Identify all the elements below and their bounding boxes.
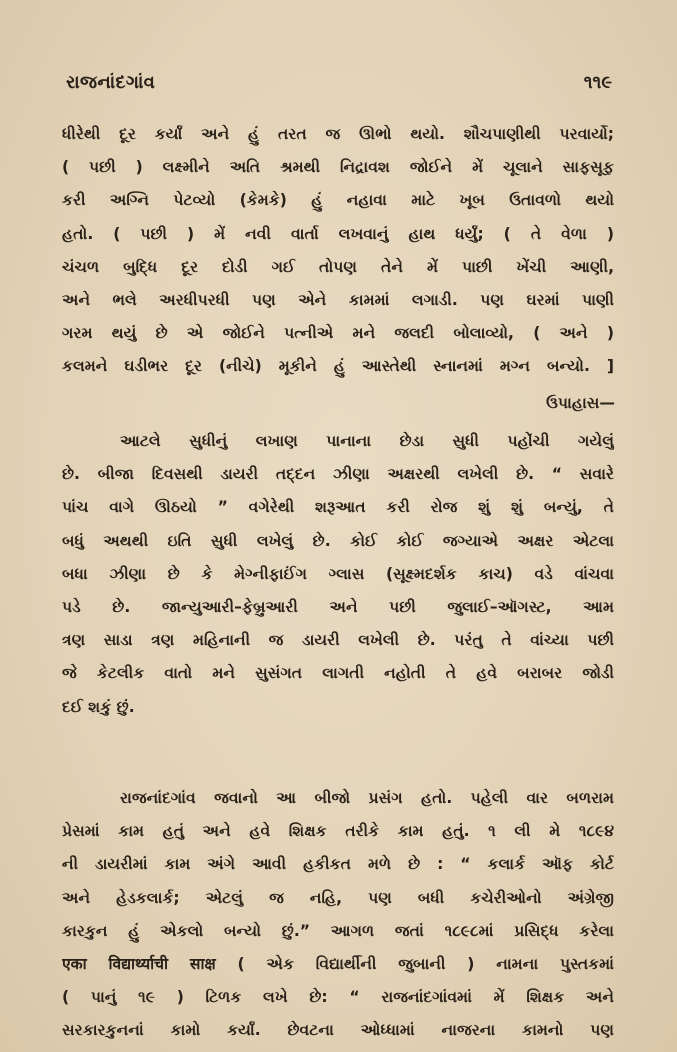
paragraph-line: દઈ શકું છું. bbox=[62, 697, 135, 716]
paragraph-line: બધું અથથી ઇતિ સુધી લખેલું છે. કોઈ કોઈ જગ્યાએ અક્ષર એટલા bbox=[62, 531, 614, 550]
paragraph-line: ચંચળ બુદ્ધિ દૂર દોડી ગઈ તોપણ તેને મેં પાછી ખેંચી આણી, bbox=[62, 257, 614, 276]
paragraph-line: જે કેટલીક વાતો મને સુસંગત લાગતી નહોતી તે હવે બરાબર જોડી bbox=[62, 664, 614, 683]
paragraph-line: અને હેડકલાર્ક; એટલું જ નહિ, પણ બધી કચેરીઓનો અંગ્રેજી bbox=[62, 888, 614, 907]
paragraph-line: પડે છે. જાન્યુઆરી–ફેબ્રુઆરી અને પછી જુલાઈ–ઑગસ્ટ, આમ bbox=[62, 597, 614, 616]
paragraph-line: ( પાનું ૧૯ ) ટિળક લખે છે: “ રાજનાંદગાંવમાં મેં શિક્ષક અને bbox=[62, 988, 614, 1007]
paragraph-line: આટલે સુધીનું લખાણ પાનાના છેડા સુધી પહોંચી ગયેલું bbox=[120, 432, 614, 450]
page-number: ૧૧૯ bbox=[583, 72, 612, 93]
paragraph-line: કારકુન હું એકલો બન્યો છું.” આગળ જતાં ૧૮૯૮માં પ્રસિદ્ધ કરેલા bbox=[62, 921, 614, 940]
paragraph-1 bbox=[62, 118, 614, 384]
signature: ઉપાહાસ— bbox=[546, 394, 615, 412]
paragraph-line: ત્રણ સાડા ત્રણ મહિનાની જ ડાયરી લખેલી છે. પરંતુ તે વાંચ્યા પછી bbox=[62, 631, 614, 650]
paragraph-line: ની ડાયરીમાં કામ અંગે આવી હકીકત મળે છે : “ કલાર્ક ઑફ કોર્ટ bbox=[62, 855, 614, 874]
paragraph-line: કરી અગ્નિ પેટવ્યો (કેમકે) હું નહાવા માટે ખૂબ ઉતાવળો થયો bbox=[62, 191, 614, 210]
running-head bbox=[66, 72, 612, 106]
paragraph-line: અને ભલે અરધીપરધી પણ એને કામમાં લગાડી. પણ ઘરમાં પાણી bbox=[62, 290, 614, 309]
paragraph-line: ગરમ થયું છે એ જોઈને પત્નીએ મને જલદી બોલાવ્યો, ( અને ) bbox=[62, 324, 614, 343]
paragraph-line: પ્રેસમાં કામ હતું અને હવે શિક્ષક તરીકે કામ હતું. ૧ લી મે ૧૮૯૪ bbox=[62, 822, 614, 841]
paragraph-line: રાજનાંદગાંવ જવાનો આ બીજો પ્રસંગ હતો. પહેલી વાર બળરામ bbox=[120, 789, 614, 807]
paragraph-line: ( પછી ) લક્ષ્મીને અતિ શ્રમથી નિદ્રાવશ જોઈને મેં ચૂલાને સાફસૂફ bbox=[62, 158, 614, 177]
paragraph-line: કલમને ઘડીભર દૂર (નીચે) મૂકીને હું આસ્તેથી સ્નાનમાં મગ્ન બન્યો. ] bbox=[62, 357, 614, 376]
paragraph-line: સરકારકુનનાં કામો કર્યાં. છેવટના ઓધ્ધામાં નાજરના કામનો પણ bbox=[62, 1021, 614, 1040]
paragraph-line: ધીરેથી દૂર કર્યાં અને હું તરત જ ઊભો થયો. શૌચપાણીથી પરવાર્યો; bbox=[62, 125, 614, 143]
paragraph-2 bbox=[62, 425, 614, 724]
paragraph-line: છે. બીજા દિવસથી ડાયરી તદ્દન ઝીણા અક્ષરથી લખેલી છે. “ સવારે bbox=[62, 465, 614, 484]
paragraph-line: પાંચ વાગે ઊઠયો ” વગેરેથી શરૂઆત કરી રોજ શું શું બન્યું, તે bbox=[62, 498, 614, 517]
paragraph-line: एका विद्यार्थ्याची साक्ष ( એક વિદ્યાર્થીની જુબાની ) નામના પુસ્તકમાં bbox=[62, 954, 614, 973]
paragraph-line: હતો. ( પછી ) મેં નવી વાર્તા લખવાનું હાથ ધર્યું; ( તે વેળા ) bbox=[62, 224, 614, 243]
paragraph-line: બધા ઝીણા છે કે મેગ્નીફાઈંગ ગ્લાસ (સૂક્ષ્મદર્શક કાચ) વડે વાંચવા bbox=[62, 564, 614, 583]
paragraph-3 bbox=[62, 782, 614, 1048]
running-title: રાજનાંદગાંવ bbox=[66, 72, 156, 93]
